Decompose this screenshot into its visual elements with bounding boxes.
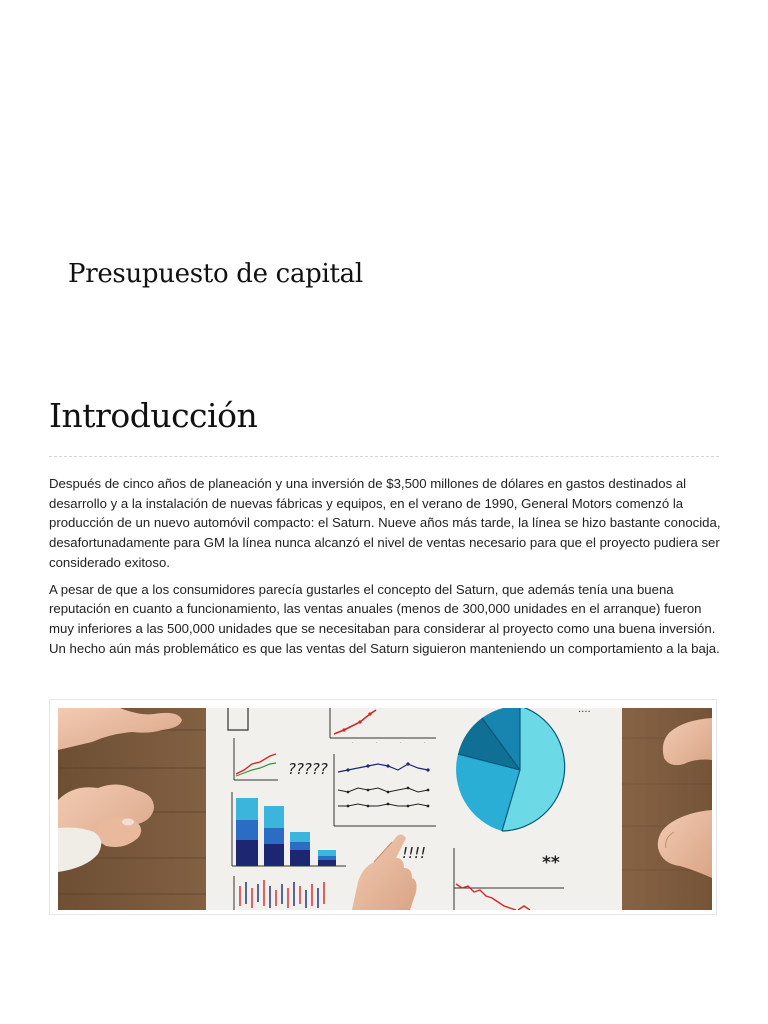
svg-text:·: ·	[376, 740, 378, 745]
paragraph: Después de cinco años de planeación y una inversión de $3,500 millones de dólares en gastos destinados al desarrollo y a la instalación de nuevas fábricas y equipos, en el verano de 1990, General Motors comenzó la producción de un nuevo automóvil compacto: el Saturn. Nueve años más tarde, la línea se hizo bastante conocida, desafortunadamente para GM la línea nunca alcanzó el nivel de ventas necesario para que el proyecto pudiera ser considerado exitoso.	[49, 476, 721, 570]
body-text	[49, 474, 721, 665]
question-marks: ?????	[288, 760, 328, 778]
paragraph: A pesar de que a los consumidores parecía gustarles el concepto del Saturn, que además tenía una buena reputación en cuanto a funcionamiento, las ventas anuales (menos de 300,000 unidades en el arranque) fueron muy inferiores a las 500,000 unidades que se necesitaban para considerar al proyecto como una buena inversión. Un hecho aún más problemático es que las ventas del Saturn siguieron manteniendo un comportamiento a la baja.	[49, 581, 720, 656]
exclamation-marks: !!!!	[402, 844, 427, 862]
section-divider	[49, 456, 719, 457]
business-charts-photo	[58, 708, 712, 910]
svg-text:·: ·	[352, 740, 354, 745]
asterisks-mark: **	[542, 853, 560, 873]
section-heading: Introducción	[49, 396, 258, 435]
dots-mark: ....	[578, 708, 591, 715]
svg-text:·: ·	[424, 740, 426, 745]
svg-text:·: ·	[400, 740, 402, 745]
figure-frame	[49, 699, 717, 915]
chapter-title: Presupuesto de capital	[68, 259, 363, 289]
